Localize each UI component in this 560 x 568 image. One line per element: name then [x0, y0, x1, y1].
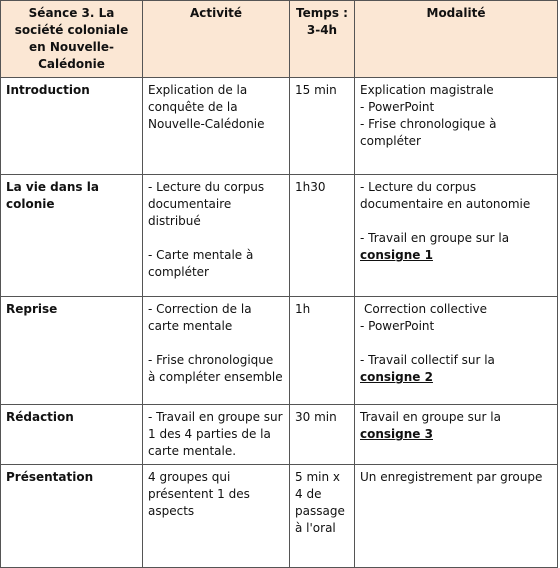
modalite-line: - Frise chronologique à compléter: [360, 117, 497, 148]
activite-cell: [143, 297, 290, 405]
consigne-link: consigne 3: [360, 427, 433, 441]
modalite-cell: [355, 405, 558, 465]
activite-cell: - Travail en groupe sur 1 des 4 parties de la carte mentale.: [143, 405, 290, 465]
modalite-line: Correction collective: [364, 302, 488, 316]
temps-cell: 15 min: [290, 78, 355, 175]
row-label: Reprise: [1, 297, 143, 405]
temps-cell: 1h: [290, 297, 355, 405]
spacer: [360, 335, 552, 352]
table-row-redaction: [1, 405, 558, 465]
header-row: [1, 1, 558, 78]
activite-text: - Carte mentale à compléter: [148, 248, 254, 279]
modalite-line: - Travail en groupe sur la: [360, 231, 510, 245]
modalite-line: - Lecture du corpus documentaire en autonomie: [360, 180, 531, 211]
row-label: Présentation: [1, 465, 143, 568]
modalite-line: - Travail collectif sur la: [360, 353, 495, 367]
row-label: Rédaction: [1, 405, 143, 465]
modalite-cell: [355, 175, 558, 297]
activite-text: - Correction de la carte mentale: [148, 302, 252, 333]
spacer: [148, 230, 284, 247]
activite-cell: [143, 175, 290, 297]
modalite-line: - PowerPoint: [360, 100, 435, 114]
header-temps: Temps : 3-4h: [290, 1, 355, 78]
consigne-link: consigne 1: [360, 248, 433, 262]
modalite-cell: [355, 297, 558, 405]
consigne-link: consigne 2: [360, 370, 433, 384]
activite-text: Explication de la conquête de la Nouvelle-Calédonie: [148, 83, 265, 131]
header-seance: Séance 3. La société coloniale en Nouvelle-Calédonie: [1, 1, 143, 78]
modalite-line: Explication magistrale: [360, 83, 494, 97]
modalite-line: - PowerPoint: [360, 319, 435, 333]
temps-cell: 30 min: [290, 405, 355, 465]
spacer: [148, 335, 284, 352]
table-row-introduction: [1, 78, 558, 175]
modalite-cell: [355, 78, 558, 175]
header-activite: Activité: [143, 1, 290, 78]
modalite-cell: Un enregistrement par groupe: [355, 465, 558, 568]
activite-cell: 4 groupes qui présentent 1 des aspects: [143, 465, 290, 568]
row-label: Introduction: [1, 78, 143, 175]
activite-text: - Frise chronologique à compléter ensemble: [148, 353, 283, 384]
temps-cell: 5 min x 4 de passage à l'oral: [290, 465, 355, 568]
activite-text: - Lecture du corpus documentaire distribué: [148, 180, 265, 228]
activite-cell: [143, 78, 290, 175]
modalite-line: Travail en groupe sur la: [360, 410, 501, 424]
table-row-vie-colonie: [1, 175, 558, 297]
table-row-reprise: [1, 297, 558, 405]
header-modalite: Modalité: [355, 1, 558, 78]
temps-cell: 1h30: [290, 175, 355, 297]
row-label: La vie dans la colonie: [1, 175, 143, 297]
spacer: [360, 213, 552, 230]
table-row-presentation: [1, 465, 558, 568]
